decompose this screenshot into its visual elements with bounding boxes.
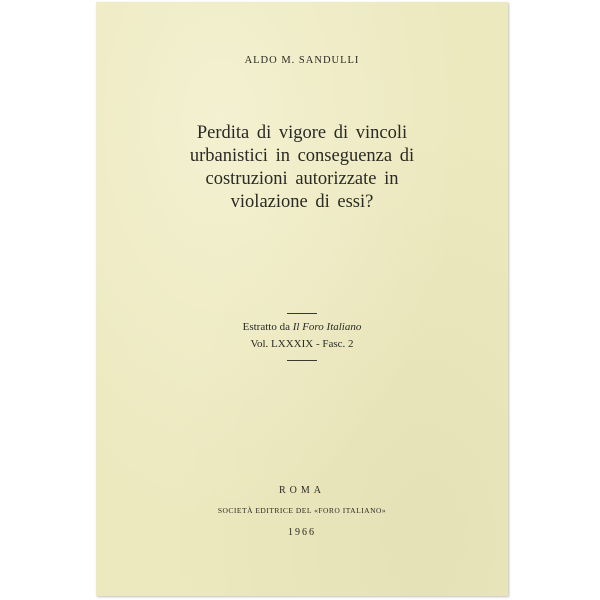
title-line: urbanistici in conseguenza di (189, 146, 415, 166)
volume-info: Vol. LXXXIX - Fasc. 2 (250, 338, 354, 350)
extract-info (96, 319, 508, 353)
extract-source (96, 319, 508, 336)
title-line: costruzioni autorizzate in (205, 169, 399, 189)
publisher-name: SOCIETÀ EDITRICE DEL «FORO ITALIANO» (217, 506, 387, 515)
author-name: ALDO M. SANDULLI (244, 55, 360, 66)
publication-city: ROMA (278, 485, 325, 496)
imprint (96, 484, 508, 539)
book-cover (96, 2, 508, 596)
journal-name: Il Foro Italiano (292, 321, 362, 333)
divider-top (287, 313, 317, 314)
publication-year: 1966 (288, 527, 316, 538)
title-line: violazione di essi? (230, 192, 374, 212)
title-line: Perdita di vigore di vincoli (196, 123, 408, 143)
divider-bottom (287, 360, 317, 361)
title (96, 122, 508, 214)
extract-prefix: Estratto da (242, 321, 290, 333)
